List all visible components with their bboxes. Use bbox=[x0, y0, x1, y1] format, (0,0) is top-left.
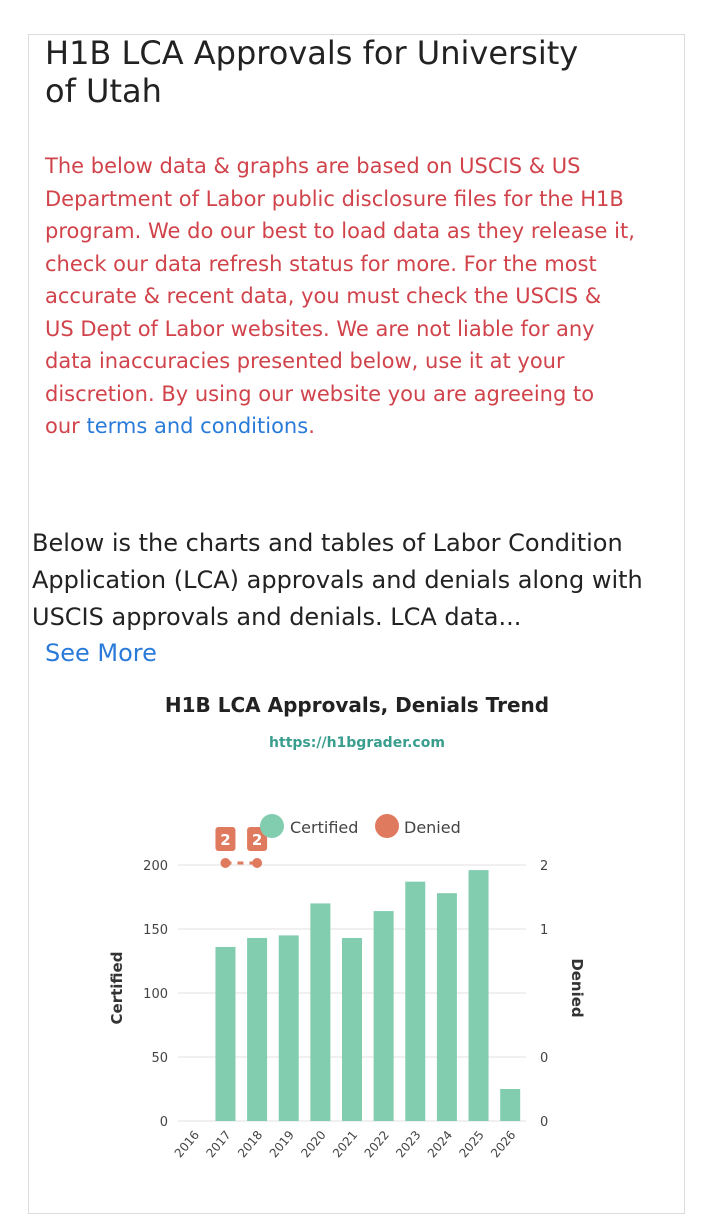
x-tick-label: 2022 bbox=[361, 1127, 392, 1161]
x-tick-label: 2020 bbox=[298, 1127, 329, 1161]
disclaimer-body: The below data & graphs are based on USCIS & US Department of Labor public disclosure files for the H1B program. We do our best to load data as they release it, check our data refresh status for more. For the most accurate & recent data, you must check the USCIS & US Dept of Labor websites. We are not liable for any data inaccuracies presented below, use it at your discretion. By using our website you are agreeing to our bbox=[45, 154, 635, 438]
certified-bar bbox=[279, 935, 299, 1121]
x-tick-label: 2021 bbox=[329, 1127, 361, 1161]
x-tick-label: 2024 bbox=[424, 1127, 456, 1161]
y-tick-label: 200 bbox=[143, 859, 168, 874]
certified-bar bbox=[215, 947, 235, 1121]
certified-bar bbox=[310, 903, 330, 1121]
see-more-link[interactable]: See More bbox=[45, 639, 157, 667]
certified-bar bbox=[500, 1089, 520, 1121]
y2-tick-label: 0 bbox=[540, 1051, 549, 1066]
y2-tick-label: 1 bbox=[540, 923, 549, 938]
certified-bar bbox=[405, 882, 425, 1121]
disclaimer-end: . bbox=[308, 414, 315, 438]
y-tick-label: 50 bbox=[151, 1051, 168, 1066]
x-tick-label: 2019 bbox=[266, 1127, 298, 1161]
x-tick-label: 2023 bbox=[393, 1127, 424, 1161]
certified-bar bbox=[437, 893, 457, 1121]
y2-axis-title: Denied bbox=[568, 958, 586, 1018]
y2-tick-label: 2 bbox=[540, 859, 549, 874]
page-title: H1B LCA Approvals for University of Utah bbox=[45, 34, 579, 110]
terms-link[interactable]: terms and conditions bbox=[86, 414, 309, 438]
x-tick-label: 2026 bbox=[488, 1127, 519, 1161]
certified-bar bbox=[342, 938, 362, 1121]
certified-bar bbox=[374, 911, 394, 1121]
y-tick-label: 150 bbox=[143, 923, 168, 938]
denied-data-label: 2 bbox=[251, 831, 263, 849]
denied-data-label: 2 bbox=[220, 831, 231, 849]
chart-title: H1B LCA Approvals, Denials Trend bbox=[164, 693, 550, 717]
legend-certified-marker bbox=[260, 814, 284, 838]
legend-certified-label: Certified bbox=[290, 818, 359, 837]
legend-denied-marker bbox=[375, 814, 399, 838]
y-axis-title: Certified bbox=[108, 951, 126, 1025]
y2-tick-label: 0 bbox=[540, 1115, 549, 1130]
x-tick-label: 2017 bbox=[203, 1127, 234, 1161]
x-tick-label: 2025 bbox=[456, 1127, 487, 1161]
denied-point bbox=[220, 858, 230, 868]
denied-point bbox=[252, 858, 262, 868]
chart-subtitle: https://h1bgrader.com bbox=[269, 735, 445, 751]
certified-bar bbox=[247, 938, 267, 1121]
x-tick-label: 2018 bbox=[235, 1127, 266, 1161]
x-tick-label: 2016 bbox=[171, 1127, 203, 1161]
legend-denied-label: Denied bbox=[404, 818, 461, 837]
y-tick-label: 100 bbox=[143, 987, 168, 1002]
intro-text: Below is the charts and tables of Labor Condition Application (LCA) approvals and denials along with USCIS approvals and denials. LCA data... bbox=[32, 529, 643, 631]
y-tick-label: 0 bbox=[159, 1115, 168, 1130]
certified-bar bbox=[469, 870, 489, 1121]
